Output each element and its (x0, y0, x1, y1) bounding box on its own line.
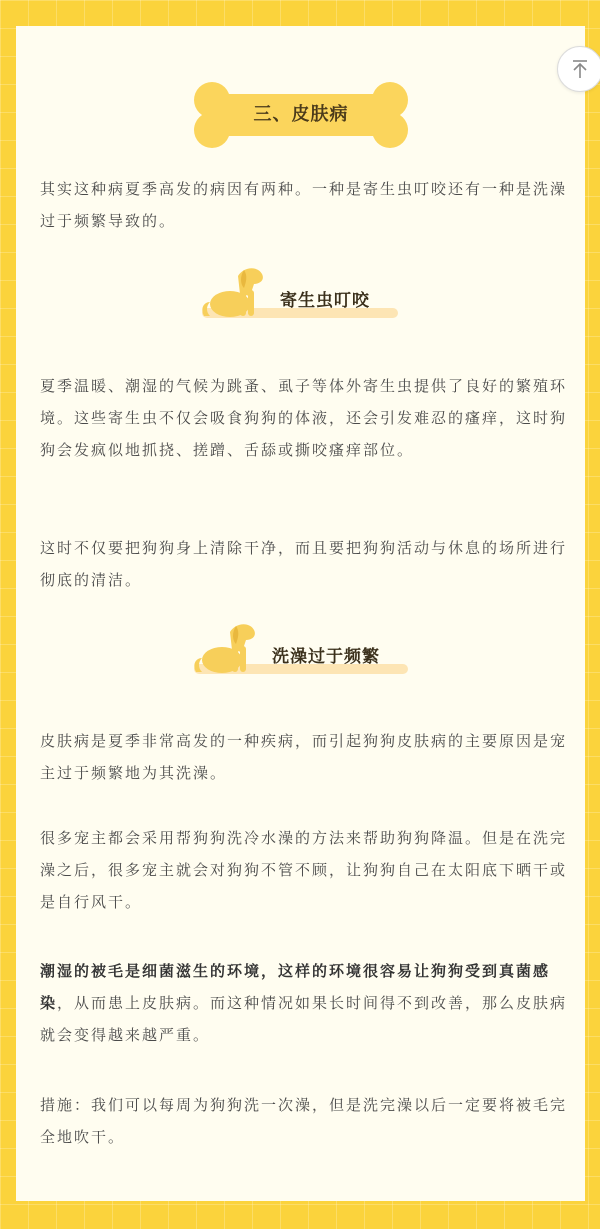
section-title-banner (190, 80, 412, 150)
intro-paragraph: 其实这种病夏季高发的病因有两种。一种是寄生虫叮咬还有一种是洗澡过于频繁导致的。 (40, 180, 568, 230)
subheading-label: 洗澡过于频繁 (272, 647, 380, 667)
measures-paragraph: 措施：我们可以每周为狗狗洗一次澡，但是洗完澡以后一定要将被毛完全地吹干。 (40, 1096, 568, 1146)
parasite-paragraph-2: 这时不仅要把狗狗身上清除干净，而且要把狗狗活动与休息的场所进行彻底的清洁。 (40, 539, 568, 589)
subheading-label: 寄生虫叮咬 (280, 291, 370, 311)
bathing-paragraph-2: 很多宠主都会采用帮狗狗洗冷水澡的方法来帮助狗狗降温。但是在洗完澡之后，很多宠主就会对狗狗不管不顾，让狗狗自己在太阳底下晒干或是自行风干。 (40, 829, 568, 911)
subheading-bathing (190, 618, 412, 684)
emphasis-text: 潮湿的被毛是细菌滋生的环境，这样的环境很容易让狗狗受到真菌感染 (40, 962, 551, 1012)
sitting-dog-icon (198, 262, 268, 318)
bathing-paragraph-1: 皮肤病是夏季非常高发的一种疾病，而引起狗狗皮肤病的主要原因是宠主过于频繁地为其洗澡。 (40, 732, 568, 782)
arrow-up-icon (570, 59, 590, 79)
section-title: 三、皮肤病 (253, 104, 349, 125)
scroll-to-top-button[interactable] (557, 46, 600, 92)
paragraph-rest: ，从而患上皮肤病。而这种情况如果长时间得不到改善，那么皮肤病就会变得越来越严重。 (40, 994, 568, 1044)
subheading-parasite (198, 262, 404, 328)
parasite-paragraph-1: 夏季温暖、潮湿的气候为跳蚤、虱子等体外寄生虫提供了良好的繁殖环境。这些寄生虫不仅会吸食狗狗的体液，还会引发难忍的瘙痒，这时狗狗会发疯似地抓挠、搓蹭、舌舔或撕咬瘙痒部位。 (40, 377, 568, 459)
sitting-dog-icon (190, 618, 260, 674)
bathing-paragraph-3 (40, 955, 568, 1051)
